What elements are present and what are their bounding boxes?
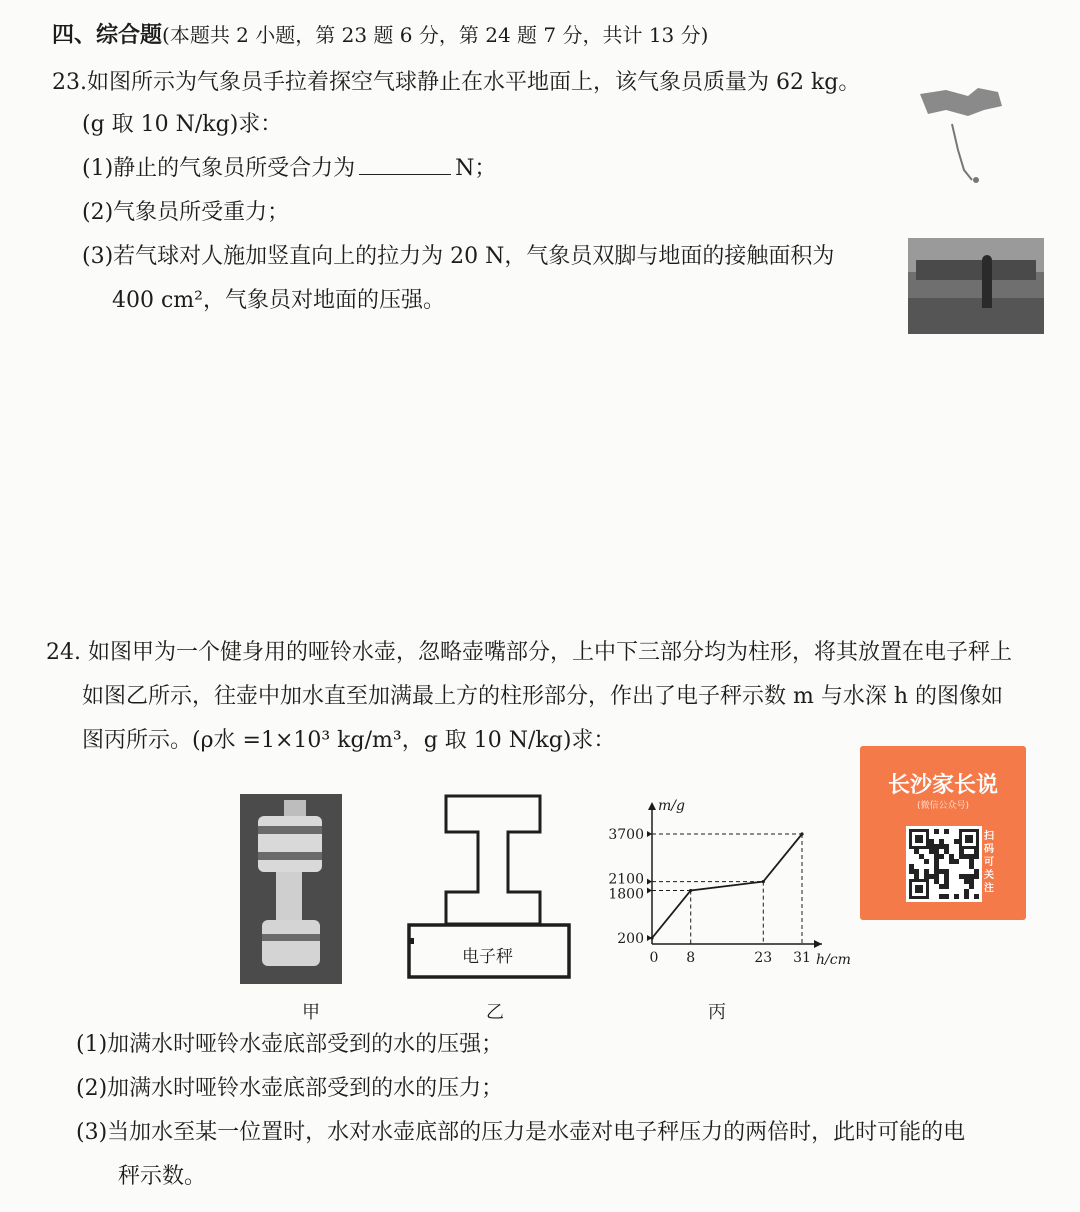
x-axis-arrow [814, 940, 822, 948]
q23-part1-unit: N； [455, 156, 497, 181]
wechat-badge [860, 746, 1026, 920]
q23-part3-line2: 400 cm²，气象员对地面的压强。 [112, 288, 445, 313]
q23-stem: 23.如图所示为气象员手拉着探空气球静止在水平地面上，该气象员质量为 62 kg。 [52, 70, 861, 95]
scale-label: 电子秤 [462, 947, 513, 967]
q24-part2: (2)加满水时哑铃水壶底部受到的水的压力； [76, 1076, 504, 1101]
badge-side-text: 扫码可关注 [984, 831, 994, 894]
q24-stem-line3: 图丙所示。(ρ水 =1×10³ kg/m³，g 取 10 N/kg)求： [82, 728, 616, 753]
section-note: (本题共 2 小题，第 23 题 6 分，第 24 题 7 分，共计 13 分) [162, 23, 709, 47]
qr-code-icon [906, 826, 982, 902]
balloon-photo [906, 80, 1006, 188]
badge-title: 长沙家长说 [887, 773, 998, 798]
y-tick-label: 1800 [608, 886, 644, 903]
x-tick-label: 8 [686, 950, 696, 966]
dumbbell-photo [240, 794, 342, 984]
data-point [650, 936, 653, 939]
q23-given: (g 取 10 N/kg)求： [82, 112, 283, 137]
q24-part3-line1: (3)当加水至某一位置时，水对水壶底部的压力是水壶对电子秤压力的两倍时，此时可能的电 [76, 1120, 966, 1145]
q23-part1-text: (1)静止的气象员所受合力为 [82, 156, 356, 181]
q24-part3-line2: 秤示数。 [118, 1164, 207, 1189]
badge-subtitle: (微信公众号) [916, 801, 970, 811]
q23-part3-line1: (3)若气球对人施加竖直向上的拉力为 20 N，气象员双脚与地面的接触面积为 [82, 244, 835, 269]
caption-jia: 甲 [302, 1002, 320, 1023]
data-point [762, 880, 765, 883]
section-heading-line [52, 20, 708, 51]
data-point [689, 889, 692, 892]
q24-part1: (1)加满水时哑铃水壶底部受到的水的压强； [76, 1032, 504, 1057]
data-line [652, 834, 802, 938]
caption-bing: 丙 [708, 1002, 726, 1023]
x-tick-label: 31 [793, 950, 811, 966]
mass-depth-chart [608, 796, 862, 972]
data-point [800, 832, 803, 835]
q24-stem-line2: 如图乙所示，往壶中加水直至加满最上方的柱形部分，作出了电子秤示数 m 与水深 h 的图像如 [82, 684, 1004, 709]
caption-yi: 乙 [486, 1002, 504, 1023]
y-axis-label: m/g [658, 798, 685, 814]
meteorologist-photo [908, 238, 1044, 334]
y-tick-label: 3700 [608, 827, 644, 843]
y-tick-label: 200 [617, 931, 644, 948]
section-heading: 四、综合题 [52, 22, 163, 48]
x-tick-label: 0 [649, 950, 659, 966]
q24-stem-line1: 24. 如图甲为一个健身用的哑铃水壶，忽略壶嘴部分，上中下三部分均为柱形，将其放置在电子秤上 [46, 640, 1012, 665]
q23-part2: (2)气象员所受重力； [82, 200, 290, 225]
x-axis-label: h/cm [816, 952, 851, 968]
y-axis-arrow [648, 802, 656, 810]
q23-part1 [82, 154, 496, 184]
y-tick-label: 2100 [608, 871, 644, 888]
x-tick-label: 23 [754, 950, 773, 966]
answer-blank [359, 154, 451, 175]
